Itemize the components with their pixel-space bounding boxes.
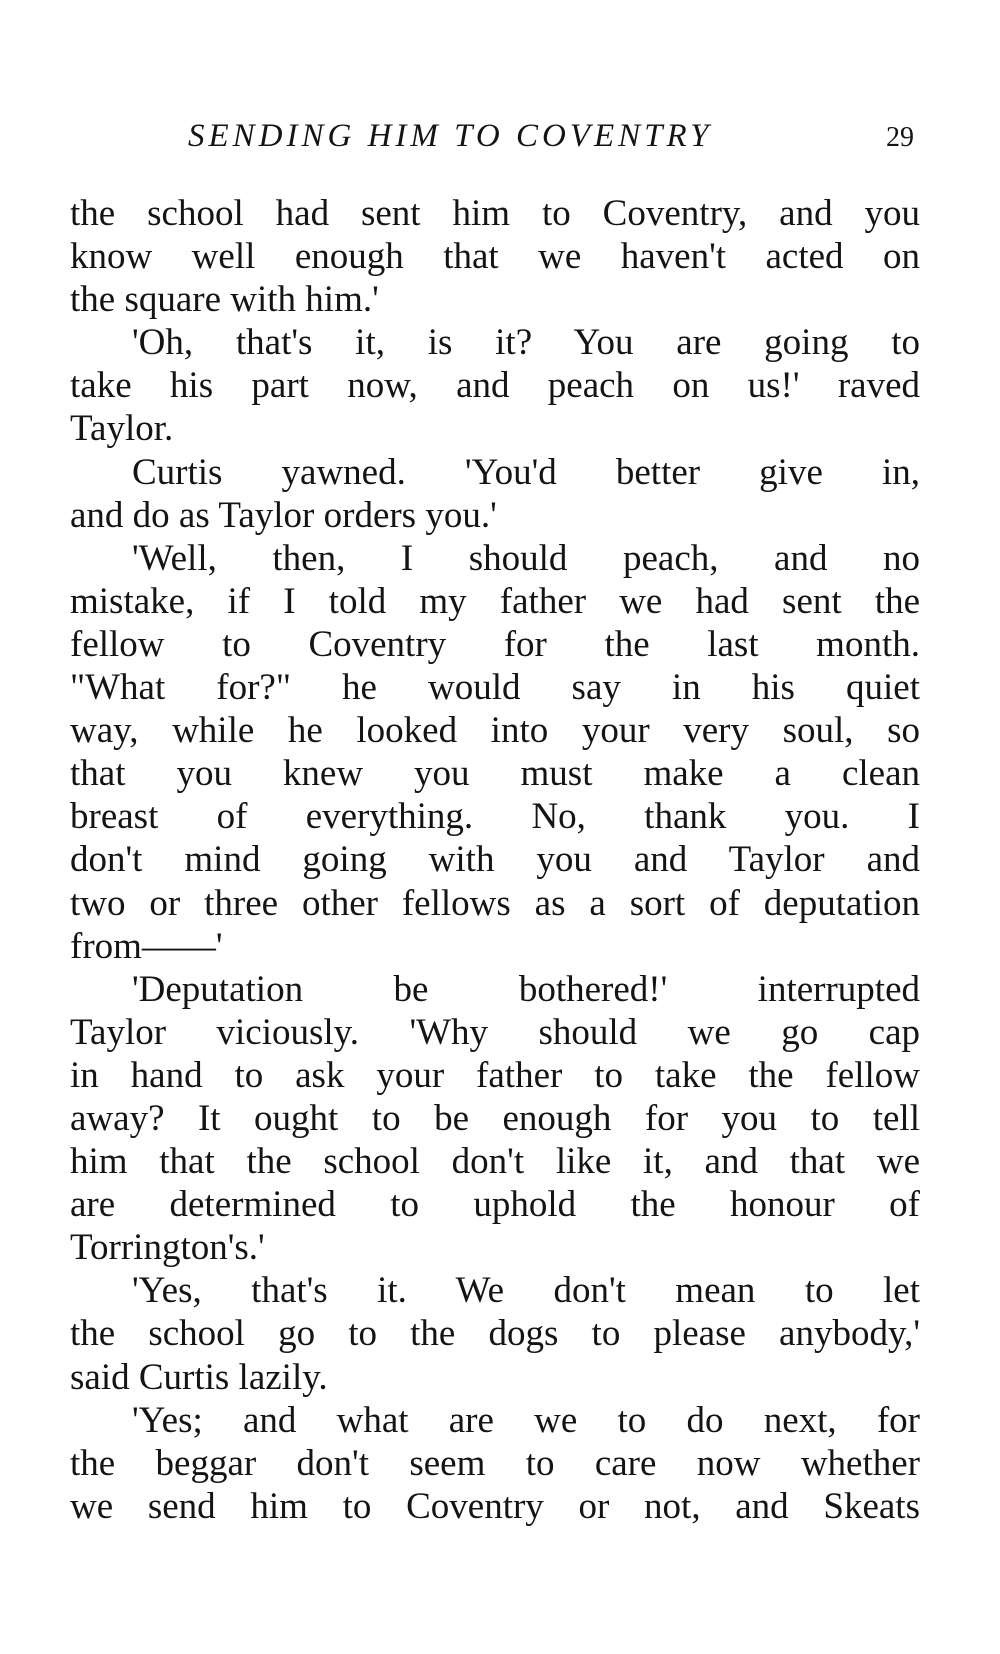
text-line: 'Oh, that's it, is it? You are going to (132, 322, 920, 364)
text-line: the beggar don't seem to care now whether (70, 1442, 920, 1484)
text-line: fellow to Coventry for the last month. (70, 623, 920, 665)
text-line: two or three other fellows as a sort of deputation (70, 882, 920, 924)
text-line: we send him to Coventry or not, and Skeats (70, 1485, 920, 1527)
text-line: from——' (70, 925, 223, 967)
text-line: Torrington's.' (70, 1227, 265, 1269)
text-line: the school go to the dogs to please anybody,' (70, 1313, 920, 1355)
text-line: and do as Taylor orders you.' (70, 494, 497, 536)
text-line: are determined to uphold the honour of (70, 1184, 920, 1226)
text-line: take his part now, and peach on us!' raved (70, 365, 920, 407)
text-line: Taylor viciously. 'Why should we go cap (70, 1011, 920, 1053)
text-line: Taylor. (70, 408, 174, 450)
text-line: in hand to ask your father to take the fellow (70, 1054, 920, 1096)
text-line: 'Yes; and what are we to do next, for (132, 1399, 920, 1441)
text-line: away? It ought to be enough for you to tell (70, 1097, 920, 1139)
text-line: the square with him.' (70, 279, 379, 321)
text-line: breast of everything. No, thank you. I (70, 796, 920, 838)
page-number: 29 (886, 122, 914, 153)
body-text (70, 192, 920, 1528)
text-line: 'Deputation be bothered!' interrupted (132, 968, 920, 1010)
text-line: way, while he looked into your very soul, so (70, 710, 920, 752)
text-line: 'Well, then, I should peach, and no (132, 537, 920, 579)
text-line: mistake, if I told my father we had sent the (70, 580, 920, 622)
text-line: know well enough that we haven't acted on (70, 236, 920, 278)
text-line: Curtis yawned. 'You'd better give in, (132, 451, 920, 493)
text-line: "What for?" he would say in his quiet (70, 667, 920, 709)
text-line: the school had sent him to Coventry, and you (70, 193, 920, 234)
running-head (70, 118, 920, 168)
running-title: SENDING HIM TO COVENTRY (188, 118, 713, 154)
text-line: 'Yes, that's it. We don't mean to let (132, 1270, 920, 1312)
text-line: him that the school don't like it, and that we (70, 1141, 920, 1183)
text-line: don't mind going with you and Taylor and (70, 839, 920, 881)
text-line: said Curtis lazily. (70, 1356, 328, 1398)
text-line: that you knew you must make a clean (70, 753, 920, 795)
